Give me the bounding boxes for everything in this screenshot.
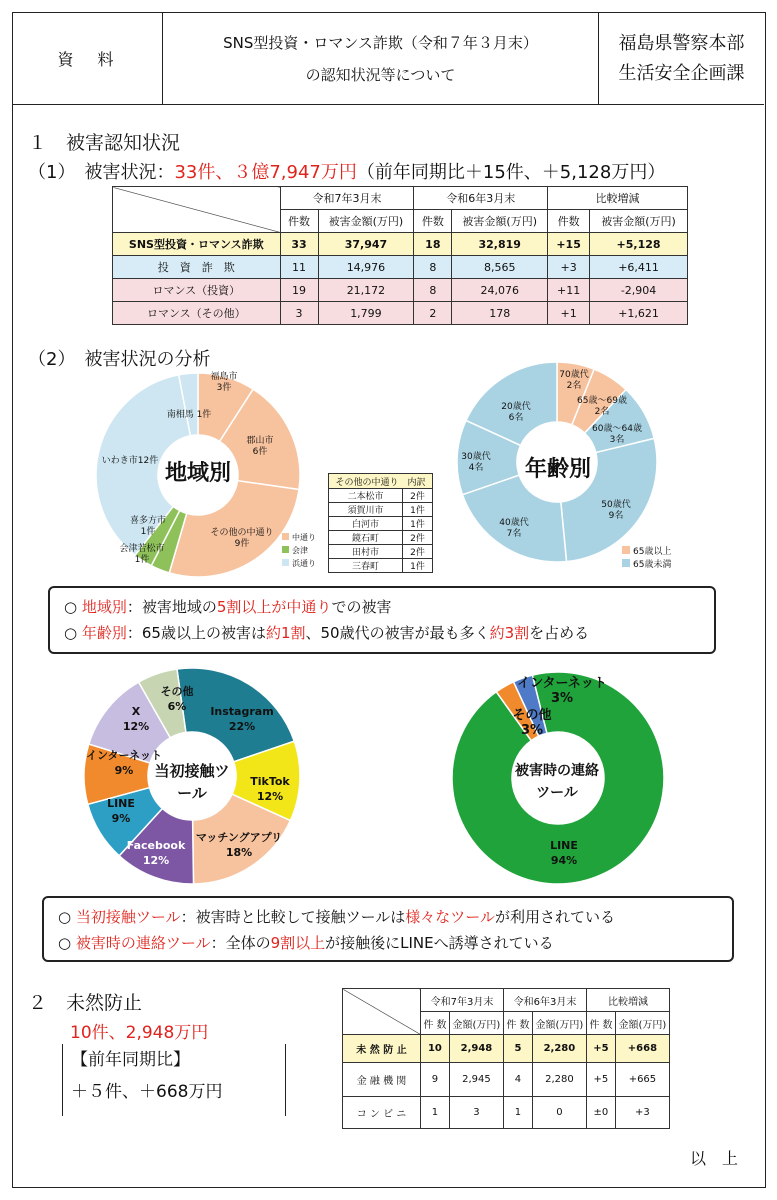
compare-value: ＋５件、＋668万円 <box>71 1082 223 1102</box>
table-row <box>343 1063 670 1097</box>
table-cell: 2 <box>414 302 452 325</box>
slice-label: TikTok 12% <box>250 775 290 803</box>
org-line1: 福島県警察本部 <box>618 32 745 54</box>
table-cell: 白河市 <box>329 517 403 531</box>
other-nakadori-table <box>328 473 433 573</box>
org-line2: 生活安全企画課 <box>618 62 745 84</box>
slice-label: 60歳～64歳 3名 <box>592 424 642 445</box>
table-cell: 19 <box>280 279 318 302</box>
table-cell: ±0 <box>586 1097 615 1129</box>
summary-line: ○ 年齢別：65歳以上の被害は約1割、50歳代の被害が最も多く約3割を占める <box>64 624 590 642</box>
section2-compare-bracket <box>62 1044 286 1116</box>
legend-item: 65歳未満 <box>622 559 671 572</box>
table-cell: 三春町 <box>329 559 403 573</box>
sub1-compare: （前年同期比＋15件、＋5,128万円） <box>356 162 666 183</box>
table-cell: +3 <box>615 1097 669 1129</box>
table-cell: 18 <box>414 233 452 256</box>
table-group-head: 比較増減 <box>548 187 688 210</box>
table-cell: 須賀川市 <box>329 503 403 517</box>
slice-label: 20歳代 6名 <box>501 402 531 423</box>
summary-box-2 <box>42 896 734 962</box>
table-cell: +1 <box>548 302 590 325</box>
slice-label: LINE 94% <box>550 839 578 867</box>
table-cell: +15 <box>548 233 590 256</box>
table-cell: +3 <box>548 256 590 279</box>
table-cell: 178 <box>452 302 548 325</box>
footer-end: 以 上 <box>690 1149 739 1168</box>
table-cell: 2件 <box>403 545 433 559</box>
slice-label: 南相馬 1件 <box>166 410 212 420</box>
table-cell: 8,565 <box>452 256 548 279</box>
table-cell: +5 <box>586 1035 615 1063</box>
table-cell: 3 <box>449 1097 503 1129</box>
age-legend <box>622 546 671 572</box>
row-label: ロマンス（その他） <box>113 302 281 325</box>
region-chart-title: 地域別 <box>164 461 231 486</box>
table-cell: 2,945 <box>449 1063 503 1097</box>
compare-title: 【前年同期比】 <box>71 1050 190 1070</box>
legend-item: 中通り <box>282 531 316 544</box>
row-label: 投 資 詐 欺 <box>113 256 281 279</box>
summary-line: ○ 地域別：被害地域の5割以上が中通りでの被害 <box>64 598 392 616</box>
slice-label: その他 6% <box>160 685 194 713</box>
table-group-head: 比較増減 <box>586 989 669 1012</box>
contact-tool-chart-title: 被害時の連絡ツール <box>515 763 599 801</box>
slice-label: マッチングアプリ 18% <box>195 831 283 859</box>
table-cell: +5 <box>586 1063 615 1097</box>
table-cell: 3 <box>280 302 318 325</box>
slice-label: 50歳代 9名 <box>601 500 631 521</box>
slice-label: 70歳代 2名 <box>559 370 589 391</box>
section2-value: 10件、2,948万円 <box>70 1023 209 1043</box>
table-cell: +11 <box>548 279 590 302</box>
table-col-head: 金額(万円) <box>532 1012 586 1035</box>
summary-line: ○ 被害時の連絡ツール：全体の9割以上が接触後にLINEへ誘導されている <box>58 934 554 952</box>
table-cell: 鏡石町 <box>329 531 403 545</box>
table-cell: 田村市 <box>329 545 403 559</box>
slice-label: インターネット 9% <box>85 749 162 777</box>
table-group-head: 令和6年3月末 <box>414 187 548 210</box>
table-cell: 5 <box>503 1035 532 1063</box>
table-cell: 21,172 <box>318 279 414 302</box>
slice-label: Instagram 22% <box>210 705 274 733</box>
table-col-head: 件 数 <box>586 1012 615 1035</box>
table-cell: -2,904 <box>590 279 688 302</box>
prevention-table <box>342 988 670 1129</box>
sub1-label: （1） 被害状況： <box>28 162 175 183</box>
age-chart-title: 年齢別 <box>524 457 591 482</box>
slice-label: 福島市 3件 <box>210 372 238 393</box>
slice-label: LINE 9% <box>107 797 135 825</box>
row-label: コ ン ビ ニ <box>343 1097 421 1129</box>
table-col-head: 被害金額(万円) <box>452 210 548 233</box>
table-cell: 1件 <box>403 559 433 573</box>
table-cell: 1 <box>503 1097 532 1129</box>
slice-label: 喜多方市 1件 <box>129 516 166 537</box>
slice-label: 会津若松市 1件 <box>119 544 165 565</box>
slice-label: X 12% <box>122 705 150 733</box>
initial-contact-chart-title: 当初接触ツール <box>154 762 230 802</box>
slice-label: Facebook 12% <box>126 839 186 867</box>
table-row <box>343 1097 670 1129</box>
table-cell: 33 <box>280 233 318 256</box>
slice-label: その他の中通り 9件 <box>210 528 274 549</box>
sub2-label: （2） 被害状況の分析 <box>28 349 211 370</box>
table-cell: 2件 <box>403 531 433 545</box>
table-col-head: 金額(万円) <box>449 1012 503 1035</box>
header-label: 資 料 <box>13 13 163 104</box>
header-title-line1: SNS型投資・ロマンス詐欺（令和７年３月末） <box>223 33 538 52</box>
table-cell: 37,947 <box>318 233 414 256</box>
summary-box-1 <box>48 586 716 654</box>
table-col-head: 件 数 <box>503 1012 532 1035</box>
table-cell: +1,621 <box>590 302 688 325</box>
sub1-value: 33件、３億7,947万円 <box>174 162 357 183</box>
row-label: SNS型投資・ロマンス詐欺 <box>113 233 281 256</box>
table-row <box>343 1035 670 1063</box>
table-group-head: 令和7年3月末 <box>421 989 504 1012</box>
table-cell: +5,128 <box>590 233 688 256</box>
table-cell: 2,280 <box>532 1035 586 1063</box>
slice-label: 40歳代 7名 <box>499 518 529 539</box>
table-col-head: 被害金額(万円) <box>590 210 688 233</box>
table-col-head: 件数 <box>414 210 452 233</box>
table-cell: 10 <box>421 1035 450 1063</box>
table-cell: +668 <box>615 1035 669 1063</box>
other-table-title: その他の中通り 内訳 <box>329 474 433 489</box>
table-cell: +6,411 <box>590 256 688 279</box>
slice-label: いわき市12件 <box>101 456 159 466</box>
slice-label: その他 3% <box>512 708 552 738</box>
table-cell: 1,799 <box>318 302 414 325</box>
slice-label: 65歳～69歳 2名 <box>577 396 627 417</box>
section2-heading: ２ 未然防止 <box>28 992 143 1014</box>
table-cell: 2,280 <box>532 1063 586 1097</box>
legend-item: 会津 <box>282 544 316 557</box>
summary-line: ○ 当初接触ツール：被害時と比較して接触ツールは様々なツールが利用されている <box>58 908 615 926</box>
table-cell: 二本松市 <box>329 489 403 503</box>
table-cell: 2件 <box>403 489 433 503</box>
table-cell: 8 <box>414 256 452 279</box>
table-cell: 8 <box>414 279 452 302</box>
header-title-line2: の認知状況等について <box>305 65 456 84</box>
section1-heading: １ 被害認知状況 <box>28 132 181 154</box>
table-cell: 1件 <box>403 517 433 531</box>
table-col-head: 被害金額(万円) <box>318 210 414 233</box>
table-cell: 24,076 <box>452 279 548 302</box>
table-corner <box>343 989 421 1035</box>
table-cell: +665 <box>615 1063 669 1097</box>
table-group-head: 令和6年3月末 <box>503 989 586 1012</box>
row-label: 未 然 防 止 <box>343 1035 421 1063</box>
table-col-head: 件数 <box>280 210 318 233</box>
row-label: 金 融 機 関 <box>343 1063 421 1097</box>
table-cell: 1 <box>421 1097 450 1129</box>
table-col-head: 件 数 <box>421 1012 450 1035</box>
table-group-head: 令和7年3月末 <box>280 187 414 210</box>
table-cell: 0 <box>532 1097 586 1129</box>
table-col-head: 金額(万円) <box>615 1012 669 1035</box>
table-cell: 4 <box>503 1063 532 1097</box>
row-label: ロマンス（投資） <box>113 279 281 302</box>
table-cell: 9 <box>421 1063 450 1097</box>
table-cell: 2,948 <box>449 1035 503 1063</box>
region-legend <box>282 531 316 570</box>
slice-label: 郡山市 6件 <box>246 436 274 457</box>
table-cell: 11 <box>280 256 318 279</box>
slice-label: インターネット 3% <box>517 676 607 706</box>
slice-label: 30歳代 4名 <box>461 452 491 473</box>
table-cell: 32,819 <box>452 233 548 256</box>
table-cell: 14,976 <box>318 256 414 279</box>
legend-item: 65歳以上 <box>622 546 671 559</box>
table-col-head: 件数 <box>548 210 590 233</box>
table-cell: 1件 <box>403 503 433 517</box>
legend-item: 浜通り <box>282 557 316 570</box>
